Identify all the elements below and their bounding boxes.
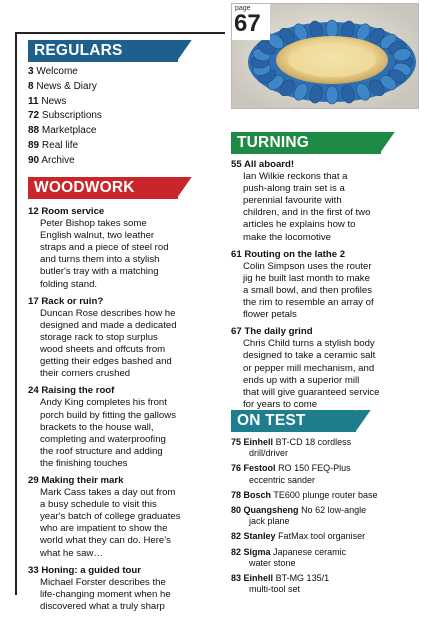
- list-item: 3 Welcome: [28, 66, 78, 77]
- petal: [326, 86, 338, 104]
- article-line: jig he built last month to make: [243, 272, 370, 284]
- article-line: getting their edges bashed and: [40, 356, 172, 368]
- on-test-banner: [231, 410, 356, 432]
- list-item: 89 Real life: [28, 139, 79, 151]
- page-label: page: [235, 5, 251, 12]
- article-line: English walnut, two leather: [40, 230, 155, 242]
- regulars-list: [28, 65, 102, 169]
- article-line: make the locomotive: [243, 231, 331, 243]
- article-title: 17 Rack or ruin?: [28, 295, 104, 307]
- article-line: folding stand.: [40, 278, 98, 290]
- article-entry: [28, 296, 228, 381]
- top-rule: [15, 32, 225, 34]
- article-line: the rim to resemble an array of: [243, 297, 374, 309]
- test-item: 82 Sigma Japanese ceramic water stone: [231, 546, 347, 568]
- article-title: 61 Routing on the lathe 2: [231, 248, 346, 260]
- article-line: who are impatient to show the: [40, 523, 168, 535]
- article-line: straps and a piece of steel rod: [40, 242, 169, 254]
- article-entry: [28, 206, 228, 291]
- article-line: Mark Cass takes a day out from: [40, 487, 176, 499]
- article-line: Ian Wilkie reckons that a: [243, 171, 348, 183]
- test-item: 80 Quangsheng No 62 low-angle jack plane: [231, 505, 367, 527]
- bowl-photo: [231, 3, 419, 109]
- article-line: Michael Forster describes the: [40, 576, 166, 588]
- article-line: Peter Bishop takes some: [40, 218, 147, 230]
- article-line: butler's tray with a matching: [40, 266, 159, 278]
- woodwork-entries: [28, 206, 228, 618]
- test-item: 76 Festool RO 150 FEQ-Plus eccentric sander: [231, 463, 351, 485]
- article-line: the roof structure and adding: [40, 445, 163, 457]
- article-line: Duncan Rose describes how he: [40, 307, 176, 319]
- article-line: their corners crushed: [40, 368, 131, 380]
- article-entry: [28, 385, 228, 470]
- article-entry: [231, 249, 426, 322]
- article-line: completing and waterproofing: [40, 433, 166, 445]
- left-rule: [15, 32, 17, 595]
- article-line: for years to come: [243, 398, 318, 410]
- article-line: and turns them into a stylish: [40, 254, 160, 266]
- article-line: porch build by fitting the gallows: [40, 409, 176, 421]
- list-item: 8 News & Diary: [28, 80, 97, 92]
- list-item: 88 Marketplace: [28, 125, 97, 137]
- test-item: 75 Einhell BT-CD 18 cordless drill/driver: [231, 437, 352, 459]
- on-test-heading: ON TEST: [237, 412, 306, 429]
- article-title: 12 Room service: [28, 206, 105, 217]
- article-line: brackets to the house wall,: [40, 421, 154, 433]
- list-item: 90 Archive: [28, 154, 75, 166]
- article-line: designed to take a ceramic salt: [243, 350, 376, 362]
- woodwork-banner: [28, 177, 178, 199]
- turning-banner: [231, 132, 381, 154]
- article-line: Chris Child turns a stylish body: [243, 338, 375, 350]
- article-line: the finishing touches: [40, 457, 128, 469]
- article-title: 29 Making their mark: [28, 474, 124, 486]
- page-number: 67: [234, 10, 261, 37]
- petal: [326, 20, 338, 38]
- article-title: 33 Honing: a guided tour: [28, 564, 141, 576]
- article-title: 24 Raising the roof: [28, 385, 115, 397]
- article-line: storage rack to stop surplus: [40, 331, 158, 343]
- test-item: 83 Einhell BT-MG 135/1 multi-tool set: [231, 573, 330, 595]
- article-title: 67 The daily grind: [231, 326, 313, 338]
- article-line: or pepper mill mechanism, and: [243, 362, 375, 374]
- article-entry: [28, 475, 228, 560]
- article-line: Andy King completes his front: [40, 397, 167, 409]
- article-line: wood sheets and offcuts from: [40, 344, 166, 356]
- woodwork-heading: WOODWORK: [34, 179, 135, 196]
- test-item: 78 Bosch TE600 plunge router base: [231, 489, 378, 500]
- article-entry: [28, 565, 228, 613]
- article-line: that will give guaranteed service: [243, 386, 380, 398]
- article-line: perennial favourite with: [243, 195, 342, 207]
- article-entry: [231, 159, 426, 244]
- article-line: a small bowl, and then profiles: [243, 284, 373, 296]
- article-line: articles he explains how to: [243, 219, 356, 231]
- article-title: 55 All aboard!: [231, 159, 295, 170]
- test-item: 82 Stanley FatMax tool organiser: [231, 531, 366, 542]
- article-line: discovered what a truly sharp: [40, 600, 165, 612]
- article-line: children, and in the first of two: [243, 207, 371, 219]
- article-line: life-changing moment when he: [40, 588, 171, 600]
- article-line: world what they can do. Here's: [40, 535, 171, 547]
- turning-heading: TURNING: [237, 134, 310, 151]
- article-line: what he saw…: [40, 547, 103, 559]
- article-line: push-along train set is a: [243, 183, 345, 195]
- article-line: year's batch of college graduates: [40, 511, 181, 523]
- article-entry: [231, 326, 426, 411]
- list-item: 72 Subscriptions: [28, 110, 102, 122]
- page-number-box: [232, 4, 270, 40]
- article-line: ends up with a superior mill: [243, 374, 360, 386]
- article-line: flower petals: [243, 309, 297, 321]
- turning-entries: [231, 159, 426, 416]
- article-line: designed and made a dedicated: [40, 319, 177, 331]
- regulars-heading: REGULARS: [34, 42, 123, 59]
- on-test-list: [231, 437, 426, 599]
- article-line: a busy schedule to visit this: [40, 499, 157, 511]
- article-line: Colin Simpson uses the router: [243, 260, 372, 272]
- regulars-banner: [28, 40, 178, 62]
- list-item: 11 News: [28, 95, 67, 107]
